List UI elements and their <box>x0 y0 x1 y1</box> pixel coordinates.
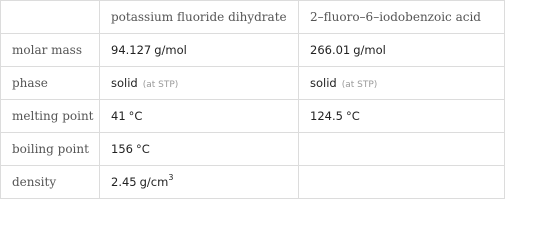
header-compound-a: potassium fluoride dihydrate <box>100 1 299 34</box>
cell-compound-a <box>100 100 299 133</box>
row-label-boiling-point: boiling point <box>1 133 100 166</box>
table-row <box>1 100 505 133</box>
value: 41 <box>111 109 126 123</box>
value: solid <box>111 76 138 90</box>
cell-compound-b <box>299 100 505 133</box>
unit: g/cm <box>139 175 169 189</box>
cell-compound-b <box>299 67 505 100</box>
value: 156 <box>111 142 133 156</box>
unit: g/mol <box>154 43 187 57</box>
cell-compound-b <box>299 133 505 166</box>
unit-exponent: 3 <box>168 173 174 183</box>
cell-compound-b <box>299 34 505 67</box>
row-label-molar-mass: molar mass <box>1 34 100 67</box>
table-row <box>1 67 505 100</box>
row-label-melting-point: melting point <box>1 100 100 133</box>
table-row <box>1 133 505 166</box>
table-row <box>1 34 505 67</box>
unit: °C <box>135 142 150 156</box>
condition-note: (at STP) <box>341 80 378 90</box>
header-compound-b: 2–fluoro–6–iodobenzoic acid <box>299 1 505 34</box>
unit: g/mol <box>353 43 386 57</box>
value: 266.01 <box>310 43 351 57</box>
value: solid <box>310 76 337 90</box>
value: 94.127 <box>111 43 152 57</box>
row-label-density: density <box>1 166 100 199</box>
cell-compound-b <box>299 166 505 199</box>
cell-compound-a <box>100 133 299 166</box>
header-row <box>1 1 505 34</box>
condition-note: (at STP) <box>142 80 179 90</box>
value: 2.45 <box>111 175 137 189</box>
table-row <box>1 166 505 199</box>
cell-compound-a <box>100 67 299 100</box>
cell-compound-a <box>100 34 299 67</box>
value: 124.5 <box>310 109 343 123</box>
row-label-phase: phase <box>1 67 100 100</box>
unit: °C <box>345 109 360 123</box>
unit: °C <box>128 109 143 123</box>
cell-compound-a <box>100 166 299 199</box>
header-empty-cell <box>1 1 100 34</box>
